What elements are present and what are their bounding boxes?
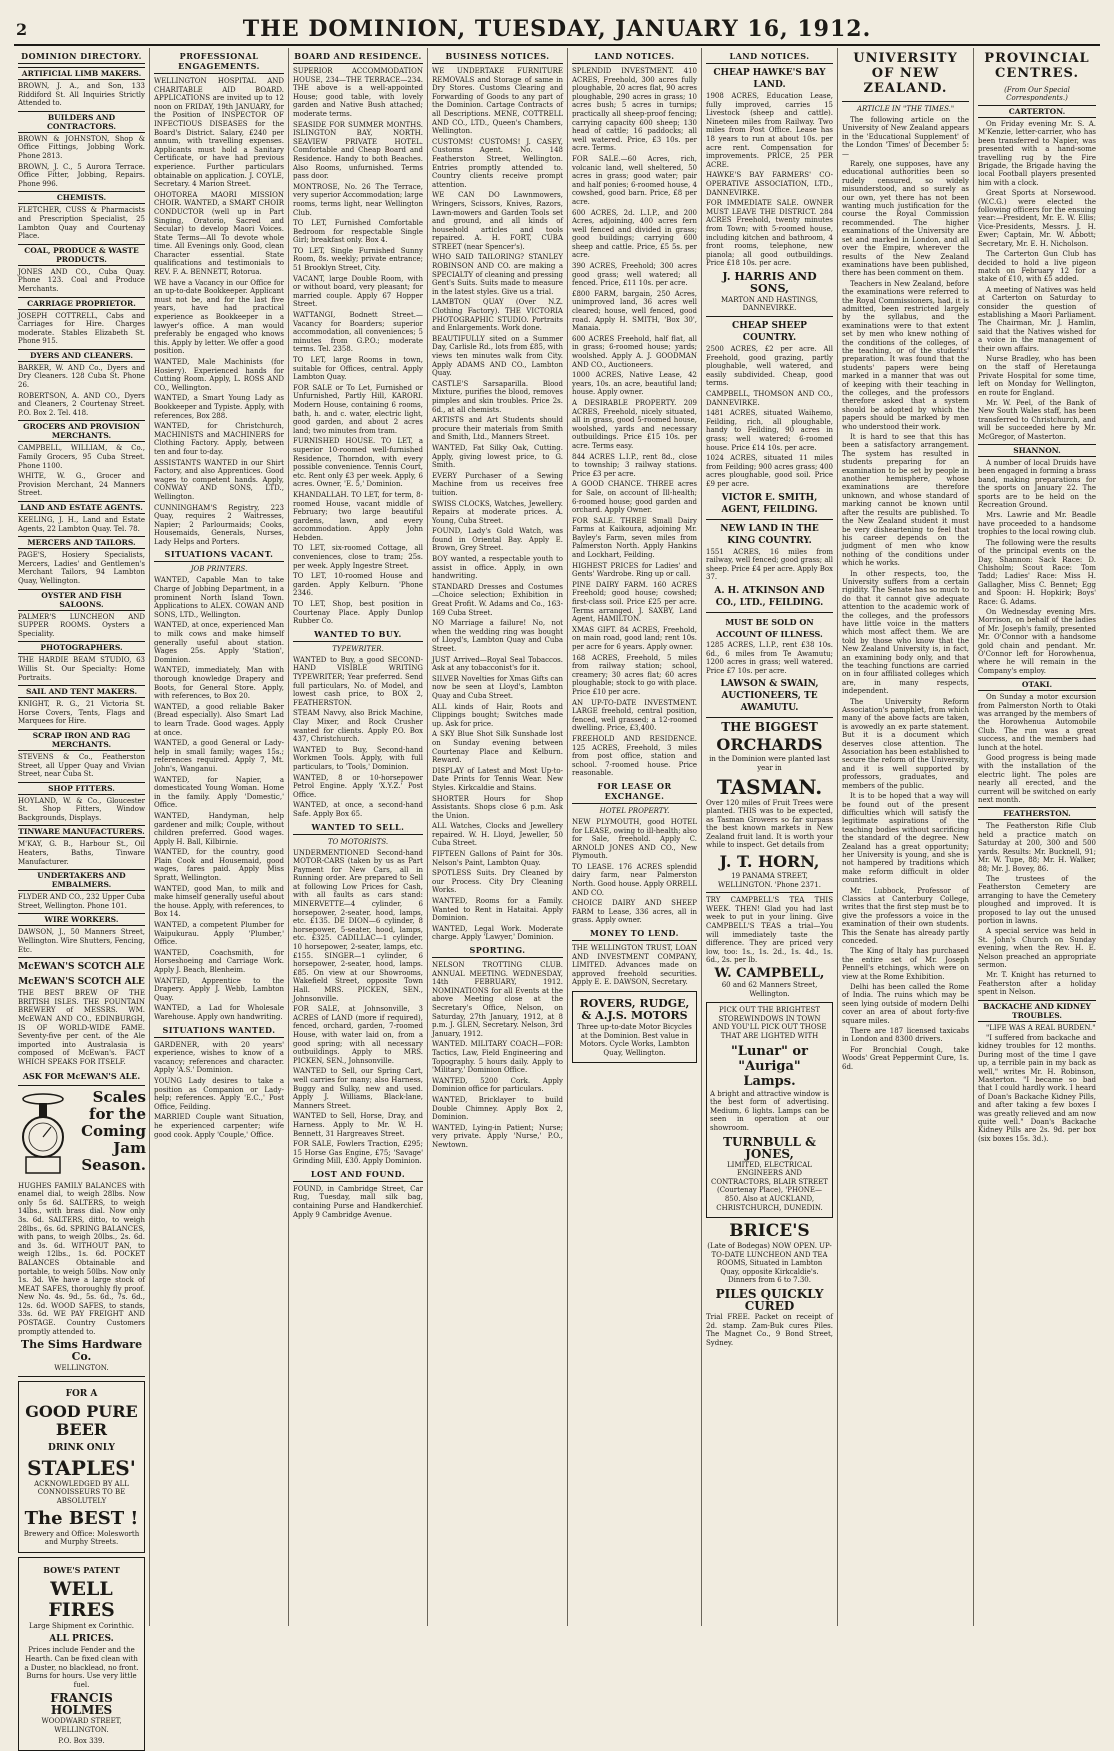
classified-ad: WE have a Vacancy in our Office for an up-to-date Bookkeeper. Applicant must not be, and for the last five years, have had practical experience as Bookkeeper in a lawyer's office. A man would preferably be engaged who knows this. Apply by letter. We offer a good position. [154, 278, 284, 356]
divider [18, 1085, 145, 1086]
classified-ad: SILVER Novelties for Xmas Gifts can now be seen at Lloyd's, Lambton Quay and Cuba Street. [432, 674, 563, 700]
advertiser-name: TURNBULL & JONES, [723, 1134, 816, 1161]
article-paragraph: The following article on the University of New Zealand appears in the 'Educational Supplement' of the London 'Times' of December 5:— [842, 116, 969, 158]
columns [14, 48, 1100, 1745]
directory-entry: WHITE, W. G., Grocer and Provision Merchant, 24 Manners Street. [18, 472, 145, 498]
article-paragraph: Rarely, one supposes, have any educational authorities been so rudely censured, so widely misunderstood, and so surely as our own, yet there has not been wanting much justification for the course the Royal Commission recommended. The higher examinations of the University are set and marked in London, and all over the Empire, wherever the results of the New Zealand examinations have been published, there has been comment on them. [842, 160, 969, 278]
ad-headline: BRICE'S [729, 1221, 810, 1242]
ad-line: in the Dominion were planted last year in [709, 755, 830, 772]
section-heading: SITUATIONS WANTED. [154, 1024, 284, 1038]
classified-ad: SHORTER Hours for Shop Assistants. Shops close 6 p.m. Ask the Union. [432, 794, 563, 820]
news-paragraph: The Featherston Rifle Club held a practice match on Saturday at 200, 300 and 500 yards. Results: Mr. Bucknell, 91; Mr. W. Tupe, 88; Mr. H. Walker, 88; Mr. J. Bovey, 86. [978, 822, 1096, 873]
classified-ad: TO LET, six-roomed Cottage, all conveniences, close to tram; 25s. per week. Apply Ingestre Street. [293, 544, 423, 570]
advertiser-town: WELLINGTON. [54, 1364, 109, 1373]
ad-line: Large Shipment ex Corinthic. [28, 1621, 135, 1630]
land-ad: CHOICE DAIRY AND SHEEP FARM to Lease, 336 acres, all in grass. Apply owner. [572, 899, 697, 925]
ad-headline: WELL FIRES [48, 1577, 115, 1621]
classified-ad: FOR SALE or To Let, Furnished or Unfurnished, Partly Hill, KARORI. Modern House, containing 6 rooms, bath, h. and c. water, electric light, good garden, and about 2 acres land; two minutes from tram. [293, 383, 423, 435]
category-heading: OYSTER AND FISH SALOONS. [18, 589, 145, 611]
land-ad: 1024 ACRES, situated 11 miles from Feilding; 900 acres grass; 400 acres ploughable, good soil. Price £9 per acre. [706, 454, 833, 488]
ad-headline: McEWAN'S SCOTCH ALE [18, 962, 145, 973]
section-heading: SITUATIONS VACANT. [154, 548, 284, 562]
directory-entry: JONES AND CO., Cuba Quay. Phone 123. Coal and Produce Merchants. [18, 267, 145, 293]
article-paragraph: Mr. Lubbock, Professor of Classics at Canterbury College, writes that the first step must be to give the professors a voice in the examination of their own students. This the Senate has already partly conceded. [842, 886, 969, 945]
ad-body: (Late of Bodegas) NOW OPEN. UP-TO-DATE LUNCHEON AND TEA ROOMS, Situated in Lambton Quay, opposite Kirkcaldie's. Dinners from 6 to 7.30. [707, 1242, 832, 1285]
land-ad: FOR IMMEDIATE SALE. OWNER MUST LEAVE THE DISTRICT. 284 ACRES Freehold, twenty minutes from Town; with 5-roomed house, including kitchen and bathroom, 4 front rooms, telephone, new pianola; all good outbuildings. Price £18 10s. per acre. [706, 199, 833, 268]
classified-ad: STANDARD Dresses and Costumes—Choice selection; Exhibition in Great Profit. W. Adams and Co., 163-169 Cuba Street. [432, 582, 563, 617]
section-heading: LAND NOTICES. [572, 50, 697, 64]
section-heading: LAND NOTICES. [706, 50, 833, 64]
classified-ad: WANTED to Sell, our Spring Cart, well carries for many; also Harness, Buggy and Sulky, new and used. Apply J. Williams, Black-lane, Manners Street. [293, 1067, 423, 1110]
directory-entry: BROWN & JOHNSTON, Shop & Office Fittings, Jobbing Work. Phone 2813. [18, 134, 145, 160]
divider [842, 101, 969, 102]
classified-ad: FURNISHED HOUSE. TO LET, a superior 10-roomed well-furnished Residence, Thorndon, with every possible convenience. Tennis Court, etc. Rent only £3 per week. Apply, 6 acres. Owner, 'E. 5,' Dominion. [293, 437, 423, 489]
column-provincial [974, 48, 1100, 1626]
section-heading: PROVINCIAL CENTRES. [984, 51, 1090, 81]
land-ad: 390 ACRES, Freehold; 300 acres good grass; well watered; all fenced. Price, £11 10s. per acre. [572, 262, 697, 288]
category-heading: GROCERS AND PROVISION MERCHANTS. [18, 420, 145, 442]
classified-ad: BOY wanted, a respectable youth to assist in office. Apply, in own handwriting. [432, 555, 563, 581]
land-ad: 1481 ACRES, situated Waihemo, Feilding, rich, all ploughable, handy to Feilding, 90 acres in grass; well watered; 6-roomed house. Price £14 10s. per acre. [706, 409, 833, 452]
classified-ad: WE CAN DO Lawnmowers, Wringers, Scissors, Knives, Razors, Lawn-mowers and Garden Tools set and ground, and all kinds of household articles and tools repaired. A. H. FORT, CUBA STREET (near Spencer's). [432, 191, 563, 251]
column-directory [14, 48, 150, 1745]
land-ad: FOR SALE. THREE Small Dairy Farms at Kaikoura, adjoining Mr. Bayley's Farm, seven miles from Palmerston North. Apply Hankins and Lockhart, Feilding. [572, 516, 697, 560]
ad-headline: The BEST ! [24, 1507, 139, 1529]
classified-ad: KHANDALLAH. TO LET, for term, 8-roomed House, vacant middle of February; two large beautiful gardens, lawn, and every accommodation. Apply John Hebden. [293, 490, 423, 542]
classified-ad: WANTED, for the country, good Plain Cook and Housemaid, good wages, fares paid. Apply Miss Spratt, Wellington. [154, 848, 284, 883]
ad-body: THE BEST BREW OF THE BRITISH ISLES. THE FOUNTAIN BREWERY of MESSRS. WM. McEWAN AND CO., EDINBURGH, IS OF WORLD-WIDE FAME. Seventy-five per cent. of the Ale imported into Australasia is composed of McEwan's. FACT WHICH SPEAKS FOR ITSELF. [18, 989, 145, 1066]
divider [18, 957, 145, 958]
land-ad: XMAS GIFT. 84 ACRES, Freehold, on main road, good land; rent 10s. per acre for 6 years. Apply owner. [572, 625, 697, 651]
classified-ad: WANTED, a Smart Young Lady as Bookkeeper and Typiste. Apply, with references, Box 288. [154, 394, 284, 420]
column-land-2 [702, 48, 838, 1626]
article-paragraph: There are 187 licensed taxicabs in London and 8300 drivers. [842, 1027, 969, 1044]
ad-line: BOWE'S PATENT [43, 1564, 120, 1575]
category-heading: BUILDERS AND CONTRACTORS. [18, 111, 145, 133]
news-paragraph: "LIFE WAS A REAL BURDEN." [986, 1023, 1096, 1032]
classified-ad: FOR SALE, at Johnsonville, 3 ACRES of LAND (more if required), fenced, orchard, garden, 7-roomed House, with water laid on, from a good spring; with all necessary outbuildings. Apply to MRS. PICKEN, SEN., Johnsonville. [293, 1005, 423, 1065]
category-heading: MERCERS AND TAILORS. [18, 536, 145, 549]
masthead [14, 14, 1100, 46]
category-heading: SHOP FITTERS. [18, 782, 145, 795]
classified-ad: ALL kinds of Hair, Roots and Clippings bought; Switches made up. Ask for price. [432, 702, 563, 728]
news-paragraph: On Friday evening Mr. S. A. M'Kenzie, letter-carrier, who has been transferred to Napier, was presented with a hand-some travelling rug by the Fire Brigade, the Brigade having the local Football players presented him with a clock. [978, 120, 1096, 187]
land-ad: A GOOD CHANCE. THREE acres for Sale, on account of Ill-health; 6-roomed house; good garden and orchard. Apply Owner. [572, 480, 697, 515]
classified-ad: TRY CAMPBELL'S TEA THIS WEEK. THEN! Glad you had last week to put in your lining. Give CAMPBELL'S TEAS a trial—You will immediately taste the difference. They are priced very low, too: 1s., 1s. 2d., 1s. 4d., 1s. 6d., 2s. per lb. [706, 896, 833, 965]
ad-line: DRINK ONLY [48, 1442, 115, 1453]
classified-ad: ALL Watches, Clocks and Jewellery repaired. W. H. Lloyd, Jeweller, 50 Cuba Street. [432, 822, 563, 848]
land-ad: FREEHOLD AND RESIDENCE. 125 ACRES, Freehold, 3 miles from post office, station and school. 7-roomed house. Price reasonable. [572, 734, 697, 778]
ad-body: Prices include Fender and the Hearth. Can be fixed clean with a Duster, no blacklead, no front. Burns for hours. Use very little fuel. [24, 1646, 139, 1689]
directory-entry: CAMPBELL, WILLIAM, & Co., Family Grocers, 95 Cuba Street. Phone 1100. [18, 444, 145, 470]
news-paragraph: Nurse Bradley, who has been on the staff of Heretaunga Private Hospital for some time, left on Monday for Wellington, en route for England. [978, 354, 1096, 397]
town-heading: CARTERTON. [978, 105, 1096, 118]
section-heading: SPORTING. [432, 944, 563, 958]
classified-ad: OHOTOREA MAORI MISSION CHOIR. WANTED, a SMART CHOIR CONDUCTOR (well up in Part Singing, Oratorio, Sacred and Secular) to develop Maori Voices. State Terms—All To devote whole time. All Evenings only. Good, clean Character essential. State qualifications and testimonials to REV. F. A. BENNETT, Rotorua. [154, 190, 284, 277]
directory-entry: FLYDER AND CO., 232 Upper Cuba Street, Wellington. Phone 101. [18, 893, 145, 910]
category-heading: PHOTOGRAPHERS. [18, 641, 145, 654]
news-paragraph: On Wednesday evening Mrs. Morrison, on behalf of the ladies of Mr. Joseph's family, presented Mr. O'Connor with a handsome gold chain and pendant. Mr. O'Connor left for Horowhenua, where he will remain in the Company's employ. [978, 607, 1096, 675]
article-paragraph: Delhi has been called the Rome of India. The ruins which may be seen lying outside of modern Delhi cover an area of about forty-five square miles. [842, 983, 969, 1025]
classified-ad: WHO SAID TAILORING? STANLEY ROBINSON AND CO. are making a SPECIALTY of cleaning and pressing Gent's Suits. Suits made to measure in the latest styles. Give us a trial. [432, 253, 563, 296]
section-subheading: TO MOTORISTS. [327, 837, 389, 846]
ad-line: PICK OUT THE BRIGHTEST STOREWINDOWS IN TOWN AND YOU'LL PICK OUT THOSE THAT ARE LIGHTED WITH [712, 1006, 827, 1040]
classified-ad: VACANT, large Double Room, with or without board, very pleasant; for married couple. Apply 67 Hopper Street. [293, 274, 423, 309]
divider [706, 717, 833, 718]
advertiser-name: A. H. ATKINSON AND CO., LTD., FEILDING. [714, 585, 825, 608]
classified-ad: WANTED, 8 or 10-horsepower Petrol Engine. Apply 'X.Y.Z.' Post Office. [293, 773, 423, 799]
beer-ad [18, 1381, 145, 1553]
advertiser-address: 19 PANAMA STREET, WELLINGTON. 'Phone 2371. [718, 872, 821, 889]
advertiser-address: 60 and 62 Manners Street, Wellington. [721, 981, 818, 998]
advertiser-name: LAWSON & SWAIN, AUCTIONEERS, TE AWAMUTU. [720, 679, 819, 714]
directory-entry: BROWN, J. A., and Son, 133 Riddiford St. All Inquiries Strictly Attended to. [18, 82, 145, 108]
classified-ad: WANTED, 5200 Cork. Apply Dominion office for particulars. [432, 1076, 563, 1094]
land-ad: PINE DAIRY FARM. 160 ACRES Freehold; good house; cowshed; first-class soil. Price £25 per acre. Terms arranged. J. SAXBY, Land Agent, HAMILTON. [572, 580, 697, 624]
advertiser-name: J. T. HORN, [719, 852, 820, 872]
advertiser-name: J. HARRIS AND SONS, [722, 269, 817, 295]
article-paragraph: In other respects, too, the University suffers from a certain rigidity. The Senate has so much to do that it cannot give adequate attention to the academic work of the colleges, and the professors have little voice in the matters which most affect them. We are told by those who know that the New Zealand University is, in fact, an examining body only, and that the teaching functions are carried on in four affiliated colleges which are, in many respects, independent. [842, 569, 969, 696]
classified-ad: WE UNDERTAKE FURNITURE REMOVALS and Storage of same in Dry Stores. Customs Clearing and Forwarding of Goods to any part of the Dominion. Cartage Contracts of all Descriptions. MENE, COTTRELL AND CO., LTD., Queen's Chambers, Wellington. [432, 67, 563, 136]
classified-ad: DISPLAY of Latest and Most Up-to-Date Prints for Tennis Wear. New Styles. Kirkcaldie and Stains. [432, 766, 563, 792]
classified-ad: TO LET, Shop, best position in Courtenay Place. Apply Dunlop Rubber Co. [293, 600, 423, 626]
ad-body: Trial FREE. Packet on receipt of 2d. stamp. Zam-Buk cures Piles. The Magnet Co., 9 Bond Street, Sydney. [706, 1313, 833, 1347]
category-heading: WIRE WORKERS. [18, 913, 145, 926]
directory-entry: M'KAY, G. B., Harbour St., Oil Heaters, Baths, Tinware Manufacturer. [18, 840, 145, 866]
classified-ad: GARDENER, with 20 years' experience, wishes to know of a vacancy; references and character. Apply 'A.S.' Dominion. [154, 1040, 284, 1075]
land-ad: 1000 ACRES, Native Lease, 42 years, 10s. an acre, beautiful land; house. Apply owner. [572, 371, 697, 397]
ad-headline: PILES QUICKLY CURED [715, 1287, 824, 1314]
land-ad: £800 FARM, bargain, 250 Acres, unimproved land, 36 acres well cleared; house, well fenced, good road. Apply H. SMITH, 'Box 30', Manaia. [572, 289, 697, 333]
land-ad: NEW PLYMOUTH, good HOTEL for LEASE, owing to ill-health; also for Sale, freehold. Apply C. ARNOLD JONES AND CO., New Plymouth. [572, 817, 697, 861]
directory-entry: BROWN, J. C., 5 Aurora Terrace. Office Fitter, Jobbing, Repairs. Phone 996. [18, 162, 145, 188]
section-heading: MONEY TO LEND. [572, 927, 697, 941]
classified-ad: SUPERIOR ACCOMMODATION HOUSE, 234—THE TERRACE—234. THE above is a well-appointed House; good table, with lovely garden and Native Bush attached; moderate terms. [293, 67, 423, 118]
classified-ad: WANTED to Sell, Horse, Dray, and Harness. Apply to Mr. W. H. Bennett, 31 Hargreaves Street. [293, 1112, 423, 1138]
classified-ad: WANTED, a Lad for Wholesale Warehouse. Apply own handwriting. [154, 1004, 284, 1021]
divider [706, 612, 833, 613]
classified-ad: WANTED, Male Machinists (for Hosiery). Experienced hands for Cutting Room. Apply, L. ROSS AND CO., Wellington. [154, 358, 284, 392]
ad-tagline: ASK FOR McEWAN'S ALE. [22, 1070, 141, 1081]
land-ad: 1551 ACRES, 16 miles from railway, well fenced; good grass; all sheep. Price £4 per acre. Apply Box 37. [706, 547, 834, 582]
ad-headline: CHEAP SHEEP COUNTRY. [732, 321, 807, 344]
divider [706, 316, 833, 317]
classified-ad: TO LET, 10-roomed House and garden. Apply Kelburn. 'Phone 2346. [293, 572, 423, 598]
ad-line: ALL PRICES. [49, 1634, 114, 1645]
column-board [289, 48, 428, 1626]
advertiser-name: W. CAMPBELL, [714, 966, 825, 981]
classified-ad: CUSTOMS! CUSTOMS! J. CASEY, Customs Agent. No. 148 Featherston Street, Wellington. Entries promptly attended to. Country clients receive prompt attention. [432, 137, 563, 189]
advertiser-address: MARTON AND HASTINGS, DANNEVIRKE. [720, 295, 819, 313]
column-professional [150, 48, 289, 1626]
section-subheading: TYPEWRITER. [332, 644, 384, 653]
ad-headline: McEWAN'S SCOTCH ALE [18, 977, 145, 988]
advertiser-address: WOODWARD STREET, WELLINGTON. [41, 1717, 122, 1734]
classified-ad: WELLINGTON HOSPITAL AND CHARITABLE AID BOARD. APPLICATIONS are invited up to 12 noon on FRIDAY, 19th JANUARY, for the Position of INSPECTOR OF INFECTIOUS DISEASES for the Board's District. Salary, £240 per annum, with travelling expenses. Applicants must hold a Sanitary Certificate, or have had previous experience. Further particulars obtainable on application. J. COYLE, Secretary. 4 Marion Street. [154, 77, 284, 189]
classified-ad: WANTED, Fat Silky Oak, Cutting. Apply, giving lowest price, to G. Smith. [432, 443, 563, 470]
classified-ad: WANTED to Buy, a good SECOND-HAND VISIBLE WRITING TYPEWRITER; Year preferred. Send full particulars, No. of Model, and lowest cash price, to BOX 2, FEATHERSTON. [293, 655, 423, 707]
classified-ad: CASTLE'S Sarsaparilla. Blood Mixture, purifies the blood, removes pimples and skin troubles. Price 2s. 6d., at all chemists. [432, 379, 563, 414]
classified-ad: UNDERMENTIONED Second-hand MOTOR-CARS (taken by us as Part Payment for New Cars, all in Running order. Are prepared to Sell at following Low Prices for Cash, with all faults as cars stand: MINERVETTE—4 cylinder, 6 horsepower, 2-seater, hood, lamps, etc. £135. DE DION—6 cylinder, 8 horsepower, 5-seater, hood, lamps, etc. £325. CADILLAC—1 cylinder, 10 horsepower, 2-seater, lamps, etc. £155. SINGER—1 cylinder, 6 horsepower, 2-seater, hood, lamps. £85. On view at our Showrooms, Wakefield Street, opposite Town Hall. MRS. PICKEN, SEN., Johnsonville. [293, 848, 423, 1003]
scales-word: Coming [81, 1121, 146, 1140]
divider [706, 892, 833, 893]
classified-ad: CUNNINGHAM'S Registry, 223 Quay, requires 2 Waitresses, Napier; 2 Parlourmaids; Cooks, Housemaids, Generals, Nurses, Lady Helps and Porters. [154, 503, 284, 546]
classified-ad: FOUND, in Cambridge Street, Car Rug, Tuesday, mall silk bag, containing Purse and Handkerchief. Apply 9 Cambridge Avenue. [293, 1184, 423, 1219]
classified-ad: WANTED, immediately, Man with thorough knowledge Drapery and Boots, for General Store. Apply, with references, to Box 20. [154, 666, 284, 701]
classified-ad: NELSON TROTTING CLUB. ANNUAL MEETING. WEDNESDAY, 14th FEBRUARY, 1912. NOMINATIONS for all Events at the above Meeting close at the Secretary's Office, Nelson, on Saturday, 27th January, 1912, at 8 p.m. J. GLEN, Secretary. Nelson, 3rd January, 1912. [432, 961, 563, 1038]
scales-word: Jam [113, 1138, 146, 1157]
lamps-ad [706, 1002, 833, 1218]
classified-ad: WANTED, a good General or Lady-help in small family; wages 15s.; references required. Apply 7, Mt. John's, Wanganui. [154, 739, 284, 773]
article-paragraph: For Bronchial Cough, take Woods' Great Peppermint Cure, 1s. 6d. [842, 1045, 969, 1071]
land-ad: 600 ACRES Freehold, half flat, all in grass; 6-roomed house; yards; woolshed. Apply A. J. GOODMAN AND CO., Auctioneers. [572, 334, 697, 369]
page-number: 2 [16, 20, 28, 39]
town-heading: FEATHERSTON. [978, 807, 1096, 820]
article-headline: UNIVERSITY OF NEW ZEALAND. [853, 51, 958, 96]
ad-body: HUGHES FAMILY BALANCES with enamel dial, to weigh 28lbs. Now only 5s 6d. SALTERS, to weigh 14lbs., with brass dial. Now only 3s. 6d. SALTERS, ditto, to weigh 28lbs., 6s. 6d. SPRING BALANCES, with pans, to weigh 20lbs., 2s. 6d. and 3s. 6d. WITHOUT PAN, to weigh 12lbs., 1s. 6d. POCKET BALANCES Obtainable and portable, to weigh 50lbs. Now only 1s. 3d. We have a large stock of MEAT SAFES, thoroughly fly proof. New No. 4s. 9d., 5s. 6d., 7s. 6d., 12s. 6d. WOOD SAFES, to stands, 33s. 6d. WE PAY FREIGHT AND POSTAGE. Country Customers promptly attended to. [18, 1181, 145, 1336]
classified-ad: WANTED, Handyman, help gardener and milk; Couple, without children preferred. Good wages. Apply H. Ball, Kilbirnie. [154, 811, 284, 846]
classified-ad: WANTED, Apprentice to the Drapery. Apply J. Webb, Lambton Quay. [154, 976, 284, 1002]
classified-ad: TO LET, Single Furnished Sunny Room, 8s. weekly; private entrance; 51 Brooklyn Street, City. [293, 246, 423, 273]
ad-headline: CHEAP HAWKE'S BAY LAND. [713, 68, 826, 90]
newspaper-title: THE DOMINION, TUESDAY, JANUARY 16, 1912. [242, 16, 872, 42]
town-heading: OTAKI. [978, 678, 1096, 691]
land-ad: 2500 ACRES, £2 per acre. All Freehold, good grazing, partly ploughable, well watered, and easily subdivided. Cheap, good terms. [706, 345, 833, 388]
land-ad: FOR SALE.—60 Acres, rich, volcanic land, well sheltered, 50 acres in grass; good water; pair and half ponies; 6-roomed house, 4 cowshed, good barn. Price, £8 per acre. [572, 154, 697, 206]
news-paragraph: The trustees of the Featherston Cemetery are arranging to have the Cemetery ploughed and improved. It is proposed to lay out the unused portion in lawns. [978, 874, 1096, 925]
land-ad: HIGHEST PRICES for Ladies' and Gents' Wardrobe. Ring up or call. [572, 561, 697, 579]
classified-ad: LAMBTON QUAY (Over N.Z. Clothing Factory). THE VICTORIA PHOTOGRAPHIC STUDIO. Portraits and Enlargements. Work done. [432, 298, 563, 333]
land-ad: TO LEASE. 176 ACRES splendid dairy farm, near Palmerston North. Good house. Apply ORRELL AND CO. [572, 862, 697, 897]
category-heading: SCRAP IRON AND RAG MERCHANTS. [18, 729, 145, 751]
land-ad: 844 ACRES L.I.P., rent 8d., close to township; 3 railway stations. Price £3 per acre. [572, 452, 697, 478]
classified-ad: SWISS CLOCKS, Watches, Jewellery. Repairs at moderate prices. A. Young, Cuba Street. [432, 499, 563, 525]
town-heading: SHANNON. [978, 444, 1096, 457]
classified-ad: MARRIED Couple want Situation, he experienced carpenter; wife good cook. Apply 'Couple,' Office. [154, 1113, 284, 1139]
well-fires-ad [18, 1557, 145, 1751]
classified-ad: YOUNG Lady desires to take a position as Companion or Lady-help; references. Apply 'E.C.,' Post Office, Feilding. [154, 1076, 284, 1111]
land-ad: 600 ACRES, 2d. L.I.P., and 200 Acres, adjoining, 400 acres fern well fenced and divided in grass; good buildings; carrying 600 sheep and cattle. Price, £5 5s. per acre. [572, 208, 697, 260]
news-paragraph: A special service was held in St. John's Church on Sunday evening, when the Rev. H. E. Nelson preached an appropriate sermon. [978, 927, 1096, 969]
directory-entry: FLETCHER, CUSS & Pharmacists and Prescription Specialist, 25 Lambton Quay and Courtenay Place. [18, 206, 145, 241]
land-ad: HAWKE'S BAY FARMERS' CO-OPERATIVE ASSOCIATION, LTD., DANNEVIRKE. [706, 171, 833, 197]
ad-line: FOR A [65, 1388, 98, 1399]
classified-ad: WATTANGI, Bodnett Street.—Vacancy for Boarders; superior accommodation, all conveniences; 5 minutes from G.P.O.; moderate terms. Tel. 2358. [293, 311, 423, 354]
classified-ad: FOUND, Lady's Gold Watch, was found in Oriental Bay. Apply E. Brown, Grey Street. [432, 527, 563, 553]
directory-entry: PALMER'S LUNCHEON AND SUPPER ROOMS. Oysters a Speciality. [18, 612, 145, 638]
classified-ad: EVERY Purchaser of a Sewing Machine from us receives free tuition. [432, 471, 563, 497]
article-subheading: ARTICLE IN "THE TIMES." [856, 105, 955, 113]
advertiser-box: P.O. Box 339. [58, 1736, 105, 1745]
classified-ad: FIFTEEN Gallons of Paint for 30s. Nelson's Paint, Lambton Quay. [432, 850, 563, 867]
classified-ad: A SKY Blue Shot Silk Sunshade lost on Sunday evening between Courtenay Place and Kelburn. Reward. [432, 730, 563, 765]
classified-ad: BEAUTIFULLY sited on a Summer Day, Carlisle Rd., lots from £85, with views ten minutes walk from City. Apply ADAMS AND CO., Lambton Quay. [432, 334, 563, 378]
directory-entry: HOYLAND, W. & Co., Gloucester St. Shop Fitters, Window Backgrounds, Displays. [18, 796, 145, 822]
classified-ad: WANTED, Rooms for a Family. Wanted to Rent in Hataitai. Apply Dominion. [432, 897, 563, 923]
ad-headline: ROVERS, RUDGE, & A.J.S. MOTORS [579, 997, 690, 1022]
classified-ad: WANTED, Capable Man to take Charge of Jobbing Department, in a prominent North Island Town. Applications to ALEX. COWAN AND SONS, LTD., Wellington. [154, 576, 284, 619]
scale-illustration-icon [18, 1089, 68, 1177]
classified-ad: TO LET, Furnished Comfortable Bedroom for respectable Single Girl; breakfast only. Box 4. [293, 219, 423, 245]
directory-entry: STEVENS & Co., Featherston Street, all Upper Quay and Vivian Street, near Cuba St. [18, 752, 145, 779]
directory-entry: THE HARDIE BEAM STUDIO, 63 Willis St. Our Specialty: Home Portraits. [18, 656, 145, 682]
classified-ad: WANTED to Buy, Second-hand Workmen Tools. Apply, with full particulars, to 'Tools,' Dominion. [293, 745, 423, 771]
classified-ad: WANTED, good Man, to milk and make himself generally useful about the house. Apply, with references, to Box 14. [154, 884, 284, 919]
section-heading: WANTED TO BUY. [293, 628, 423, 642]
section-subheading: JOB PRINTERS. [190, 565, 248, 574]
ad-headline: NEW LAND IN THE KING COUNTRY. [720, 523, 819, 546]
column-university [838, 48, 974, 1626]
classified-ad: WANTED, at once, experienced Man to milk cows and make himself generally useful about station. Wages 25s. Apply 'Station', Dominion. [154, 621, 284, 664]
classified-ad: WANTED, for Christchurch, MACHINISTS and MACHINERS for Clothing Factory. Apply, between ten and four to-day. [154, 422, 284, 456]
directory-entry: DAWSON, J., 50 Manners Street, Wellington. Wire Shutters, Fencing, Etc. [18, 928, 145, 954]
category-heading: SAIL AND TENT MAKERS. [18, 685, 145, 698]
land-ad: SPLENDID INVESTMENT. 410 ACRES, Freehold, 300 acres fully ploughable, 20 acres flat, 90 acres ploughable, 290 acres in grass; 10 acres bush; 5 acres in turnips; practically all sheep-proof fencing; carrying capacity 600 sheep; 130 head of cattle; 16 paddocks; all well watered. Price, £3 10s. per acre. Terms. [572, 67, 697, 153]
column-business [428, 48, 568, 1626]
rovers-ad [572, 991, 697, 1063]
advertiser-address: LIMITED, ELECTRICAL ENGINEERS AND CONTRACTORS, BLAIR STREET (Courtenay Place), 'PHONE—850. Also at AUCKLAND, CHRISTCHURCH, DUNEDIN. [711, 1160, 828, 1212]
classified-ad: WANTED. MILITARY COACH—FOR: Tactics, Law, Field Engineering and Topography. 5 hours daily. Apply to 'Military,' Dominion Office. [432, 1040, 563, 1075]
section-heading: BOARD AND RESIDENCE. [293, 50, 423, 64]
classified-ad: NO Marriage a failure! No, not when the wedding ring was bought of Lloyd's, Lambton Quay and Cuba Street. [432, 619, 563, 653]
classified-ad: WANTED, Bricklayer to build Double Chimney. Apply Box 2, Dominion. [432, 1095, 563, 1122]
section-heading: FOR LEASE OR EXCHANGE. [572, 780, 697, 804]
section-subheading: (From Our Special Correspondents.) [1004, 86, 1070, 102]
news-paragraph: Great Sports at Norsewood. (W.C.G.) were elected the following officers for the ensuing year:—President, Mr. E. W. Ellis; Vice-Presidents, Messrs. J. H. Ewer; Captain, Mr. W. Abbott; Secretary, Mr. E. H. Nicholson. [978, 189, 1096, 248]
advertiser-name: FRANCIS HOLMES [50, 1691, 113, 1718]
advertiser-name: The Sims Hardware Co. [20, 1338, 143, 1364]
classified-ad: JUST Arrived—Royal Seal Tobaccos. Ask at any tobacconist's for it. [432, 655, 563, 673]
classified-ad: SEASIDE FOR SUMMER MONTHS. ISLINGTON BAY, NORTH. SEAVIEW PRIVATE HOTEL. Comfortable and Cheap Board and Residence. Handy to both Beaches. Also Rooms, unfurnished. Terms pass door. [293, 120, 423, 181]
ad-headline: ORCHARDS [716, 735, 823, 755]
ad-headline: GOOD PURE BEER [25, 1401, 138, 1439]
ad-footer: Brewery and Office: Molesworth and Murphy Streets. [23, 1529, 140, 1547]
classified-ad: FOR SALE, Fowlers Traction, £295; 15 Horse Gas Engine, £75; 'Savage' Grinding Mill, £30. Apply Dominion. [293, 1140, 423, 1166]
scales-word: for the [89, 1104, 146, 1123]
scales-ad-block [18, 1089, 145, 1179]
directory-entry: KEELING, J. H., Land and Estate Agents, 22 Lambton Quay. Tel. 78. [18, 516, 145, 533]
section-heading: LOST AND FOUND. [293, 1168, 423, 1182]
advertiser-name: VICTOR E. SMITH, AGENT, FEILDING. [721, 492, 818, 515]
scales-word: Scales [92, 1087, 146, 1106]
news-paragraph: A number of local Druids have been engaged in forming a brass band, making preparations for the sports on January 22. The sports are to be held on the Recreation Ground. [978, 459, 1096, 510]
directory-entry: PAGE'S, Hosiery Specialists, Mercers, Ladies' and Gentlemen's Merchant Tailors, 94 Lambton Quay, Wellington. [18, 551, 145, 585]
news-paragraph: Good progress is being made with the installation of the electric light. The poles are nearly all erected, and the current will be switched on early next month. [978, 754, 1096, 805]
news-paragraph: Mrs. Lawrie and Mr. Beadle have proceeded to a handsome trophies to the local rowing club. [978, 511, 1096, 537]
classified-ad: WANTED, a competent Plumber for Waipukurau. Apply 'Plumber,' Office. [154, 921, 284, 947]
section-heading: PROFESSIONAL ENGAGEMENTS. [154, 50, 284, 74]
ad-body: ACKNOWLEDGED BY ALL CONNOISSEURS TO BE ABSOLUTELY [34, 1479, 129, 1506]
land-ad: AN UP-TO-DATE INVESTMENT. LARGE freehold, central position, fenced, well grassed; a 12-roomed dwelling. Price, £3,400. [572, 698, 697, 733]
category-heading: TINWARE MANUFACTURERS. [18, 827, 145, 837]
directory-entry: ROBERTSON, A. AND CO., Dyers and Cleaners, 2 Courtenay Street. P.O. Box 2. Tel. 418. [18, 391, 145, 417]
classified-ad: SPOTLESS Suits. Dry Cleaned by our Process. City Dry Cleaning Works. [432, 869, 563, 895]
classified-ad: WANTED, for Napier, a domesticated Young Woman. Home in the family. Apply 'Domestic,' Office. [154, 775, 284, 810]
category-heading: UNDERTAKERS AND EMBALMERS. [18, 869, 145, 891]
ad-body: A bright and attractive window is the best form of advertising. Medium, 6 lights. Lamps can be seen in operation at our showroom. [710, 1089, 829, 1132]
classified-ad: WANTED, Coachsmith, for Horseshoeing and Carriage Work. Apply J. Beach, Blenheim. [154, 948, 284, 974]
section-heading: WANTED TO SELL. [293, 821, 423, 835]
news-paragraph: Mr. W. Peel, of the Bank of New South Wales staff, has been transferred to Christchurch, and will be succeeded here by Mr. McGregor, of Masterton. [978, 399, 1096, 441]
land-ad: A DESIRABLE PROPERTY. 209 ACRES, Freehold, nicely situated, all in grass, good 5-roomed house, woolshed, yards and necessary outbuildings. Price £15 10s. per acre. Terms easy. [572, 398, 697, 450]
scales-word: Season. [81, 1155, 146, 1174]
scales-headline [70, 1089, 146, 1174]
classified-ad: WANTED, a good reliable Baker (Bread especially). Also Smart Lad to learn Trade. Good wages. Apply at once. [154, 702, 284, 737]
category-heading: DYERS AND CLEANERS. [18, 349, 145, 362]
land-ad: CAMPBELL, THOMSON AND CO., DANNEVIRKE. [706, 390, 833, 407]
classified-ad: WANTED, Legal Work. Moderate charge. Apply 'Lawyer,' Dominion. [432, 924, 563, 942]
ad-headline: MUST BE SOLD ON ACCOUNT OF ILLNESS. [716, 616, 823, 639]
article-paragraph: The King of Italy has purchased the entire set of Mr. Joseph Pennell's etchings, which were on view at the Rome Exhibition. [842, 947, 969, 981]
directory-entry: KNIGHT, R. G., 21 Victoria St. Horse Covers, Tents, Flags and Marquees for Hire. [18, 700, 145, 726]
article-paragraph: It is to be hoped that a way will be found out of the present difficulties which will satisfy the legitimate aspirations of the teaching bodies without sacrificing the standard of the degree. New Zealand has a great opportunity; her University is young, and she is not hampered by traditions which make reform difficult in older countries. [842, 792, 969, 885]
land-ad: 168 ACRES, Freehold, 5 miles from railway station; school, creamery; 30 acres flat; 60 acres ploughable; stock to go with place. Price £10 per acre. [572, 653, 697, 696]
classified-ad: ASSISTANTS WANTED in our Shirt Factory, and also Apprentices. Good wages to competent hands. Apply, CONWAY AND SONS, LTD., Wellington. [154, 458, 284, 501]
news-paragraph: A meeting of Natives was held at Carterton on Saturday to consider the question of establishing a Maori Parliament. The Chairman, Mr. J. Hamlin, said that the Natives wished for a voice in the management of their own affairs. [978, 285, 1096, 353]
news-paragraph: Mr. T. Knight has returned to Featherston after a holiday spent in Nelson. [978, 971, 1096, 997]
column-land-1 [568, 48, 702, 1626]
classified-ad: ARTISTS and Art Students should procure their materials from Smith and Smith, Ltd., Manners Street. [432, 416, 563, 442]
article-paragraph: It is hard to see that this has been a satisfactory arrangement. The system has resulted in students preparing for an examination to be set by people in another hemisphere, whose examinations are therefore unknown, and whose standard of marking cannot be known until after the results are published. To the New Zealand student it must be very disheartening to feel that his career depends on the judgment of men who know nothing of the conditions under which he works. [842, 433, 969, 568]
classified-ad: MONTROSE, No. 26 The Terrace, very superior Accommodation; large rooms, terms light, near Wellington Club. [293, 182, 423, 217]
classified-ad: WANTED, Lying-in Patient; Nurse; very private. Apply 'Nurse,' P.O., Newtown. [432, 1123, 563, 1149]
directory-entry: JOSEPH COTTRELL, Cabs and Carriages for Hire. Charges moderate. Stables Elizabeth St. Phone 915. [18, 311, 145, 346]
divider [706, 519, 833, 520]
news-paragraph: The following were the results of the principal events on the Day, Shannon: Sack Race: D. Chisholm; Scout Race: Tom Tadd; Ladies' Race: Miss H. Gallagher, Miss C. Bennet; Egg and Spoon: H. Hopkirk; Boys' Race: G. Adams. [978, 538, 1096, 606]
ad-body: Over 120 miles of Fruit Trees were planted. THIS was to be expected, as Tasman Growers so far surpass the best known markets in New Zealand fruit land. It is worth your while to inspect. Get details from [706, 798, 833, 850]
news-paragraph: On Sunday a motor excursion from Palmerston North to Otaki was arranged by the members of the Horowhenua Automobile Club. The run was a great success, and the members had lunch at the hotel. [978, 693, 1096, 752]
category-heading: CARRIAGE PROPRIETOR. [18, 297, 145, 310]
land-ad: 1908 ACRES, Education Lease, fully improved, carries 15 Livestock (sheep and cattle). Nineteen miles from Railway. Two miles from Post Office. Lease has 18 years to run at about 10s. per acre rent. Compensation for improvements. PRICE, 25 PER ACRE. [706, 92, 833, 169]
ad-headline: THE BIGGEST [721, 720, 818, 735]
article-paragraph: The University Reform Association's pamphlet, from which many of the above facts are taken, is avowedly an ex parte statement. But it is a document which deserves close attention. The Association has been established to secure the reform of the University, and it is well supported by professors, graduates, and members of the public. [842, 697, 969, 790]
classified-ad: WANTED, at once, a second-hand Safe. Apply Box 65. [293, 801, 423, 818]
classified-ad: TO LET, large Rooms in town, suitable for Offices, central. Apply Lambton Quay. [293, 356, 423, 382]
category-heading: COAL, PRODUCE & WASTE PRODUCTS. [18, 244, 145, 266]
classified-ad: THE WELLINGTON TRUST, LOAN AND INVESTMENT COMPANY, LIMITED. Advances made on approved freehold securities. Apply E. E. DAWSON, Secretary. [572, 944, 697, 987]
article-paragraph: Teachers in New Zealand, before the examinations were referred to the Royal Commissioners, had, it is admitted, been restricted largely by the syllabus, and the examinations were to that extent set by men who knew nothing of the conditions of the colleges, of the teaching, or of the students' preparation. It was found that the students' papers were being marked in a manner that was out of keeping with their teaching in the colleges, and the professors therefore asked that a system should be adopted by which the papers should be marked by men who understood their work. [842, 279, 969, 431]
brand-name: STAPLES' [27, 1455, 136, 1480]
news-paragraph: The Carterton Gun Club has decided to hold a live pigeon match on February 12 for a stake of £10, with £5 added. [978, 250, 1096, 284]
news-paragraph: "I suffered from backache and kidney troubles for 12 months. During most of the time I gave up, a terrible pain in my back as well," writes Mr. H. Robinson, Masterton. "I became so bad that I could hardly work. I heard of Doan's Backache Kidney Pills, and after taking a few boxes I was greatly relieved and am now quite well." Doan's Backache Kidney Pills are 2s. 9d. per box (six boxes 15s. 3d.). [978, 1034, 1096, 1143]
town-heading: BACKACHE AND KIDNEY TROUBLES. [978, 1000, 1096, 1022]
directory-entry: BARKER, W. AND Co., Dyers and Dry Cleaners. 128 Cuba St. Phone 26. [18, 363, 145, 390]
category-heading: ARTIFICIAL LIMB MAKERS. [18, 67, 145, 80]
category-heading: LAND AND ESTATE AGENTS. [18, 501, 145, 514]
ad-headline: "Lunar" or "Auriga" Lamps. [731, 1043, 808, 1089]
section-heading: BUSINESS NOTICES. [432, 50, 563, 64]
ad-body: Three up-to-date Motor Bicycles at the Dominion. Best value in Motors. Cycle Works, Lambton Quay, Wellington. [577, 1023, 692, 1057]
section-heading: DOMINION DIRECTORY. [18, 50, 145, 64]
divider [18, 1376, 145, 1377]
classified-ad: STEAM Navvy, also Brick Machine, Clay Mixer, and Rock Crusher wanted for clients. Apply P.O. Box 437, Christchurch. [293, 709, 423, 744]
section-subheading: HOTEL PROPERTY. [599, 806, 670, 815]
ad-headline: TASMAN. [716, 774, 823, 799]
category-heading: CHEMISTS. [18, 191, 145, 204]
land-ad: 1285 ACRES, L.I.P., rent £38 10s. 6d., 6 miles from Te Awamutu; 1200 acres in grass; well watered. Price £7 10s. per acre. [706, 640, 833, 675]
